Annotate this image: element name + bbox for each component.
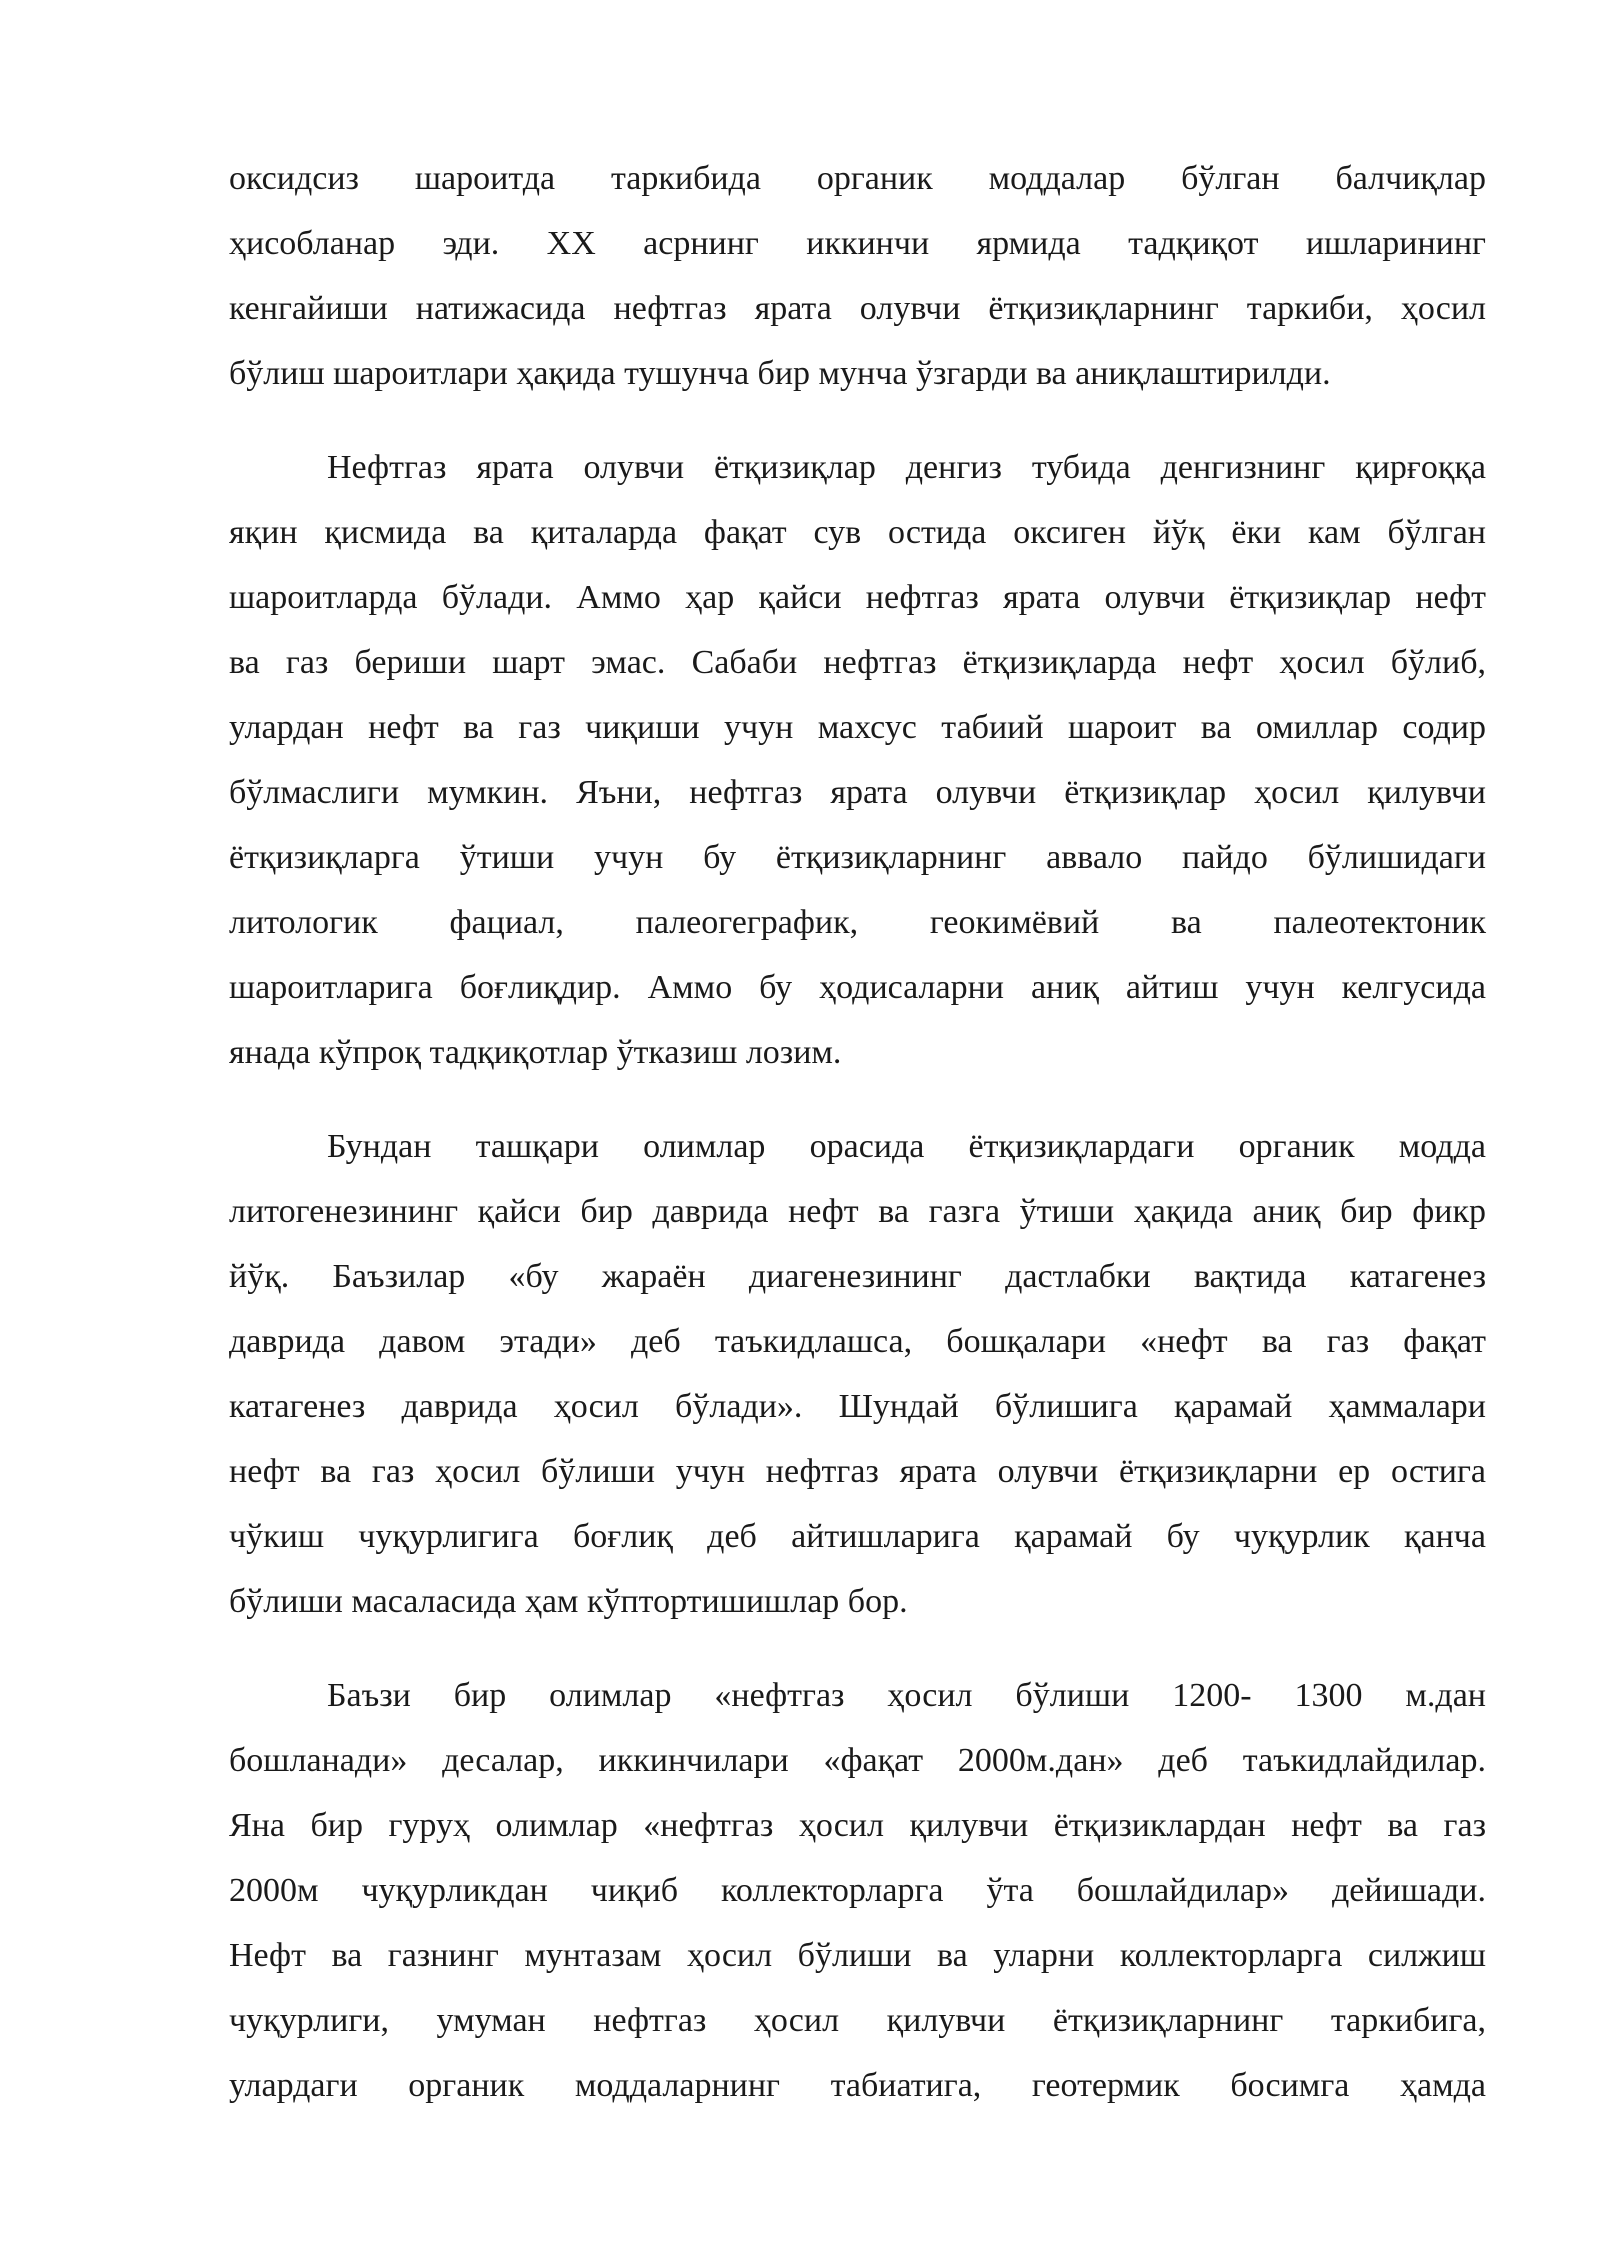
text-line: чуқурлиги, умуман нефтгаз ҳосил қилувчи ётқизиқларнинг таркибига, [229, 2002, 1486, 2039]
text-line: 2000м чуқурликдан чиқиб коллекторларга ўта бошлайдилар» дейишади. [229, 1872, 1486, 1909]
paragraph-1 [229, 146, 1486, 406]
text-line: бошланади» десалар, иккинчилари «фақат 2000м.дан» деб таъкидлайдилар. [229, 1742, 1486, 1779]
text-line: бўлиши масаласида ҳам кўптортишишлар бор. [229, 1583, 908, 1620]
paragraph-3 [229, 1114, 1486, 1634]
paragraph-2 [229, 435, 1486, 1085]
body-text [229, 146, 1486, 2147]
text-line: ва газ бериши шарт эмас. Сабаби нефтгаз ётқизиқларда нефт ҳосил бўлиб, [229, 644, 1486, 681]
text-line: Яна бир гуруҳ олимлар «нефтгаз ҳосил қилувчи ётқизиклардан нефт ва газ [229, 1807, 1486, 1844]
text-line: шароитларига боғлиқдир. Аммо бу ҳодисаларни аниқ айтиш учун келгусида [229, 969, 1486, 1006]
text-line: янада кўпроқ тадқиқотлар ўтказиш лозим. [229, 1034, 842, 1071]
text-line: нефт ва газ ҳосил бўлиши учун нефтгаз ярата олувчи ётқизиқларни ер остига [229, 1453, 1486, 1490]
text-line: бўлиш шароитлари ҳақида тушунча бир мунча ўзгарди ва аниқлаштирилди. [229, 355, 1331, 392]
text-line: Нефт ва газнинг мунтазам ҳосил бўлиши ва уларни коллекторларга силжиш [229, 1937, 1486, 1974]
text-line: Бундан ташқари олимлар орасида ётқизиқлардаги органик модда [327, 1128, 1486, 1165]
paragraph-4 [229, 1663, 1486, 2118]
text-line: оксидсиз шароитда таркибида органик моддалар бўлган балчиқлар [229, 160, 1486, 197]
text-line: улардаги органик моддаларнинг табиатига, геотермик босимга ҳамда [229, 2067, 1486, 2104]
text-line: даврида давом этади» деб таъкидлашса, бошқалари «нефт ва газ фақат [229, 1323, 1486, 1360]
text-line: йўқ. Баъзилар «бу жараён диагенезининг дастлабки вақтида катагенез [229, 1258, 1486, 1295]
text-line: улардан нефт ва газ чиқиши учун махсус табиий шароит ва омиллар содир [229, 709, 1486, 746]
text-line: литогенезининг қайси бир даврида нефт ва газга ўтиши ҳақида аниқ бир фикр [229, 1193, 1486, 1230]
text-line: чўкиш чуқурлигига боғлиқ деб айтишларига қарамай бу чуқурлик қанча [229, 1518, 1486, 1555]
text-line: шароитларда бўлади. Аммо ҳар қайси нефтгаз ярата олувчи ётқизиқлар нефт [229, 579, 1486, 616]
text-line: бўлмаслиги мумкин. Яъни, нефтгаз ярата олувчи ётқизиқлар ҳосил қилувчи [229, 774, 1486, 811]
text-line: яқин қисмида ва қиталарда фақат сув остида оксиген йўқ ёки кам бўлган [229, 514, 1486, 551]
text-line: Нефтгаз ярата олувчи ётқизиқлар денгиз тубида денгизнинг қирғоққа [327, 449, 1486, 486]
text-line: ҳисобланар эди. XX асрнинг иккинчи ярмида тадқиқот ишларининг [229, 225, 1486, 262]
text-line: кенгайиши натижасида нефтгаз ярата олувчи ётқизиқларнинг таркиби, ҳосил [229, 290, 1486, 327]
text-line: Баъзи бир олимлар «нефтгаз ҳосил бўлиши 1200- 1300 м.дан [327, 1677, 1486, 1714]
text-line: литологик фациал, палеогеграфик, геокимёвий ва палеотектоник [229, 904, 1486, 941]
text-line: ётқизиқларга ўтиши учун бу ётқизиқларнинг аввало пайдо бўлишидаги [229, 839, 1486, 876]
text-line: катагенез даврида ҳосил бўлади». Шундай бўлишига қарамай ҳаммалари [229, 1388, 1486, 1425]
